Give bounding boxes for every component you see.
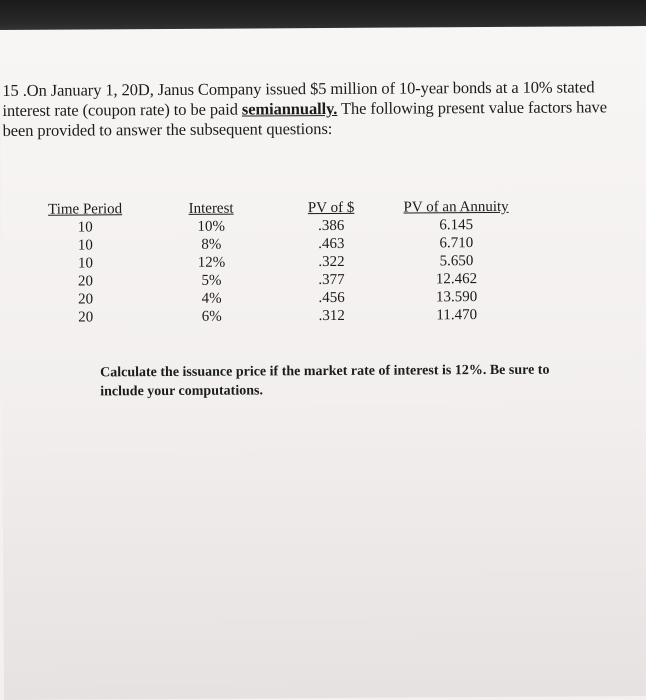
question-line-1: 15 .On January 1, 20D, Janus Company issued $5 million of 10-year bonds at a 10% stated <box>2 77 595 100</box>
header-pv-of-dollar: PV of $ <box>307 199 355 217</box>
cell-pv-of-annuity: 6.710 <box>439 235 474 252</box>
cell-pv-of-dollar: .456 <box>318 289 345 307</box>
question-line-2 <box>2 97 632 121</box>
cell-pv-of-annuity: 6.145 <box>439 217 474 234</box>
cell-pv-of-annuity: 13.590 <box>435 289 478 306</box>
cell-time-period: 20 <box>78 309 94 326</box>
cell-pv-of-dollar: .386 <box>318 217 345 235</box>
cell-interest: 12% <box>197 254 226 271</box>
cell-interest: 6% <box>201 308 222 325</box>
cell-interest: 10% <box>197 218 226 235</box>
cell-interest: 5% <box>201 272 222 289</box>
question-line-2-end: The following present value factors have <box>337 97 607 118</box>
instruction-line-1: Calculate the issuance price if the market rate of interest is 12%. Be sure to <box>100 362 550 381</box>
cell-time-period: 10 <box>77 237 93 254</box>
cell-pv-of-annuity: 5.650 <box>439 253 474 270</box>
question-line-3: been provided to answer the subsequent questions: <box>2 118 333 140</box>
header-interest: Interest <box>188 200 234 217</box>
cell-time-period: 20 <box>77 273 94 290</box>
cell-time-period: 10 <box>77 255 93 272</box>
cell-pv-of-dollar: .377 <box>318 271 345 289</box>
cell-time-period: 10 <box>77 219 93 236</box>
header-time-period: Time Period <box>48 201 123 218</box>
cell-pv-of-annuity: 11.470 <box>436 307 478 324</box>
instruction-line-2: include your computations. <box>100 383 263 400</box>
instruction-text <box>100 360 640 401</box>
worksheet-page <box>0 26 646 700</box>
semiannually-emphasis: semiannually. <box>241 98 338 119</box>
question-line-2-start: interest rate (coupon rate) to be paid <box>2 99 242 120</box>
cell-interest: 4% <box>201 290 222 307</box>
table-row <box>30 306 532 327</box>
cell-pv-of-dollar: .312 <box>318 307 345 325</box>
header-pv-of-annuity: PV of an Annuity <box>403 198 509 216</box>
cell-pv-of-annuity: 12.462 <box>435 271 478 288</box>
cell-time-period: 20 <box>78 291 94 308</box>
present-value-factor-table <box>29 198 532 327</box>
cell-interest: 8% <box>201 236 222 253</box>
cell-pv-of-dollar: .322 <box>318 253 345 271</box>
question-text <box>2 77 632 141</box>
cell-pv-of-dollar: .463 <box>318 235 345 253</box>
